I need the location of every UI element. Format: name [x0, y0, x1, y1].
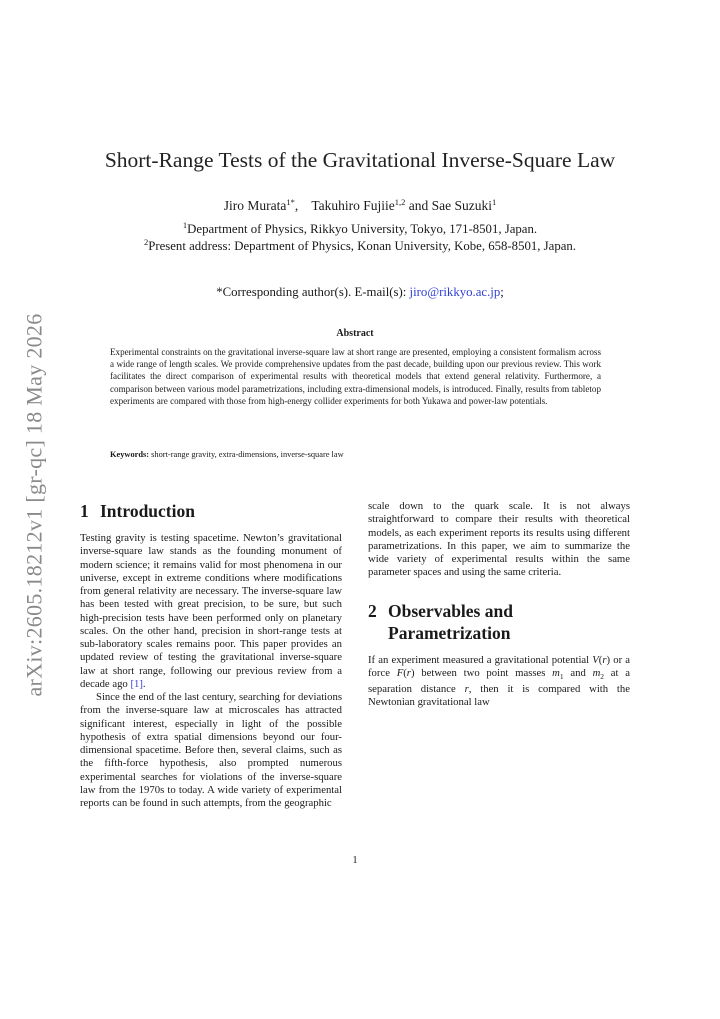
affiliation-2	[0, 239, 720, 254]
section-heading-observables	[368, 600, 630, 644]
arxiv-identifier-stamp	[14, 300, 56, 710]
right-column	[368, 500, 630, 710]
section-number: 1	[80, 501, 89, 521]
corresponding-suffix: ;	[500, 285, 504, 299]
affiliation-mark: 1	[182, 220, 188, 230]
author-list: Jiro Murata$^{1*}$, Takuhiro Fujiie$^{1,2}$ and Sae Suzuki$^1$	[223, 197, 497, 213]
affiliation-1	[0, 222, 720, 237]
paper-title: Short-Range Tests of the Gravitational Inverse-Square Law	[104, 148, 616, 172]
abstract-text: Experimental constraints on the gravitational inverse-square law at short range are presented, employing a consistent formalism across a wide range of length scales. We provide comprehensive updates from the past decade, building upon our previous review. This work facilitates the direct comparison of experimental results with theoretical models that extend general relativity. Furthermore, a comparison between various model parametrizations, including extra-dimensional models, is introduced. Finally, results from tabletop experiments are compared with those from high-energy collider experiments for both Yukawa and power-law potentials.	[110, 347, 601, 406]
corresponding-author-line	[0, 285, 720, 300]
author-name: Sae Suzuki	[431, 198, 493, 213]
affiliation-mark: 2	[143, 237, 149, 247]
arxiv-identifier-text: arXiv:2605.18212v1 [gr-qc] 18 May 2026	[22, 313, 47, 697]
section-heading-introduction	[80, 500, 342, 522]
affiliation-text: Present address: Department of Physics, Konan University, Kobe, 658-8501, Japan.	[148, 239, 577, 253]
intro-paragraph-2: Since the end of the last century, searching for deviations from the inverse-square law at microscales has attracted significant interest, especially in light of the possible hypothesis of extra spatial dimensions beyond our four-dimensional spacetime. Before then, several claims, such as the fifth-force hypothesis, also prompted numerous experimental searches for violations of the inverse-square law from the 1970s to today. A wide variety of experimental reports can be found in such attempts, from the geographic	[80, 691, 342, 809]
section-number: 2	[368, 600, 377, 621]
keywords-line	[110, 450, 601, 459]
keywords-label: Keywords:	[110, 450, 150, 459]
author-name: Takuhiro Fujiie	[311, 198, 395, 213]
intro-paragraph-1	[80, 532, 342, 691]
section-title: Introduction	[100, 501, 195, 521]
section-title: Observables and Parametrization	[388, 600, 513, 643]
author-name: Jiro Murata	[223, 198, 287, 213]
affiliation-text: Department of Physics, Rikkyo University, Tokyo, 171-8501, Japan.	[187, 222, 538, 236]
paragraph-text: Testing gravity is testing spacetime. Newton’s gravitational inverse-square law stands as the founding monument of modern science; it remains valid for most phenomena in our universe, except in extreme conditions where modifications from general relativity are necessary. The inverse-square law has been tested with great precision, to be sure, but such high-precision tests have been performed only on planetary scales. On the other hand, precision in short-range tests at sub-laboratory scales remains poor. This paper provides an updated review of testing the gravitational inverse-square law at short range, following our previous review from a decade ago	[80, 532, 342, 690]
author-affiliation-mark: 1,2	[394, 197, 406, 207]
page-number: 1	[352, 855, 358, 866]
intro-paragraph-2-continued: scale down to the quark scale. It is not always straightforward to compare their results with theoretical models, as each experiment reports its results using different parametrizations. In this paper, we aim to summarize the wide variety of experimental results within the same parameter spaces and using the same criteria.	[368, 500, 630, 579]
paragraph-text: .	[142, 677, 146, 690]
keywords-text: short-range gravity, extra-dimensions, inverse-square law	[151, 450, 344, 459]
observables-paragraph: If an experiment measured a gravitational potential V(r) or a force F(r) between two point masses $m_1$ and $m_2$ at a separation distance r, then it is compared with the Newtonian gravitational law	[368, 653, 631, 709]
left-column	[80, 500, 342, 810]
corresponding-prefix: *Corresponding author(s). E-mail(s):	[216, 285, 410, 299]
email-link[interactable]: jiro@rikkyo.ac.jp	[409, 285, 501, 299]
author-conjunction: and	[408, 198, 429, 213]
author-affiliation-mark: 1*	[286, 197, 295, 207]
author-affiliation-mark: 1	[492, 197, 497, 207]
abstract-heading: Abstract	[336, 328, 374, 339]
citation-link[interactable]: [1]	[130, 677, 143, 690]
